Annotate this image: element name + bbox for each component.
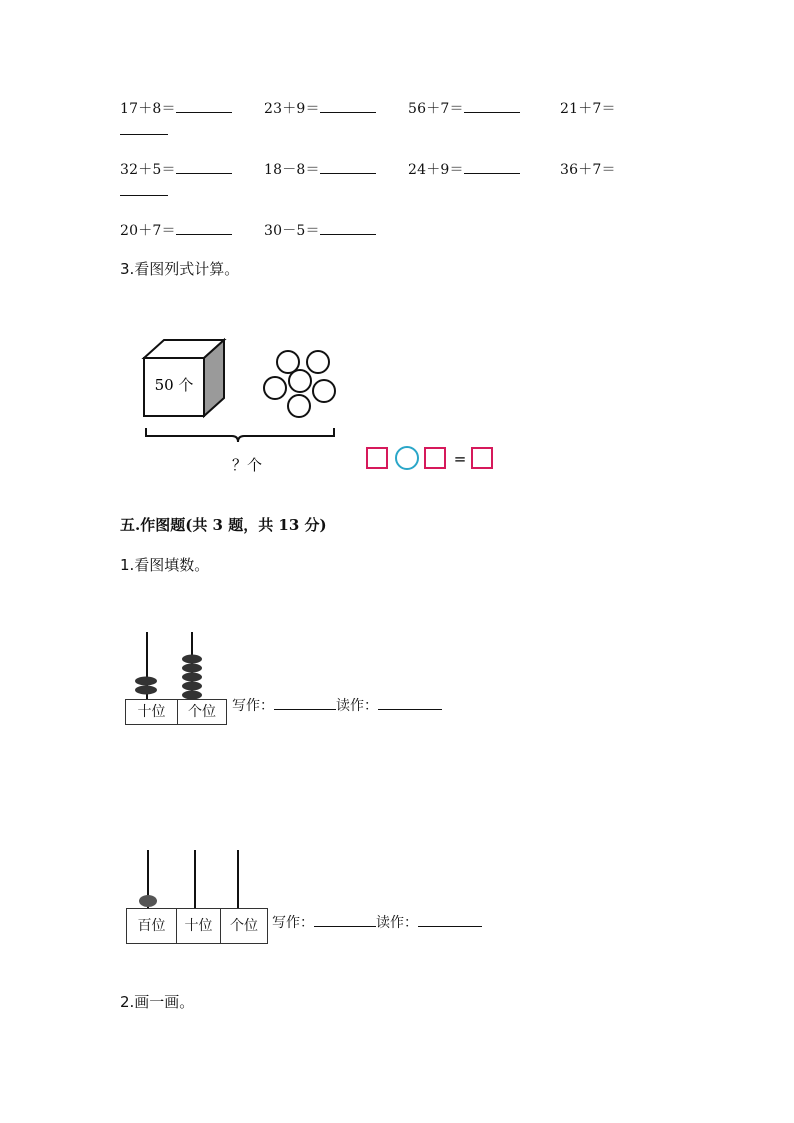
- equation: [120, 98, 232, 118]
- abacus-2-labels: [126, 908, 268, 944]
- answer-blank[interactable]: [176, 220, 232, 235]
- read-label: 读作：: [336, 698, 378, 714]
- equation-expr: 23＋9＝: [264, 101, 320, 117]
- equation: [408, 98, 520, 118]
- write-label: 写作：: [272, 915, 314, 931]
- equation-expr: 21＋7＝: [560, 101, 616, 117]
- answer-blank[interactable]: [320, 159, 376, 174]
- answer-blank[interactable]: [320, 220, 376, 235]
- operator-circle[interactable]: [396, 447, 418, 469]
- abacus-bead-hundreds: [139, 895, 157, 907]
- equation-expr: 32＋5＝: [120, 162, 176, 178]
- answer-blank[interactable]: [176, 98, 232, 113]
- answer-blank[interactable]: [120, 134, 168, 135]
- section-title: 五.作图题(共 3 题，共 13 分): [120, 516, 327, 534]
- abacus-1-labels: [125, 699, 227, 725]
- circle-icon: [313, 380, 335, 402]
- column-label-ones: 个位: [220, 909, 267, 943]
- abacus-beads-ones: [182, 655, 202, 700]
- equation-expr: 18－8＝: [264, 162, 320, 178]
- equation-expr: 30－5＝: [264, 223, 320, 239]
- column-label-hundreds: 百位: [137, 918, 166, 934]
- brace: [146, 428, 334, 442]
- answer-square[interactable]: [425, 448, 445, 468]
- write-blank[interactable]: [274, 695, 336, 710]
- equation: [560, 98, 616, 118]
- circle-icon: [307, 351, 329, 373]
- equation: [264, 98, 376, 118]
- question-1-title: 1.看图填数。: [120, 556, 210, 574]
- equation: [264, 159, 376, 179]
- equation: [408, 159, 520, 179]
- equation: [120, 220, 232, 240]
- answer-blank[interactable]: [464, 98, 520, 113]
- write-blank[interactable]: [314, 912, 376, 927]
- answer-square[interactable]: [472, 448, 492, 468]
- answer-blank[interactable]: [120, 195, 168, 196]
- circle-icon: [288, 395, 310, 417]
- equation-expr: 20＋7＝: [120, 223, 176, 239]
- circle-icon: [277, 351, 299, 373]
- abacus-2-answer-row: [272, 912, 482, 932]
- column-label-ones: 个位: [177, 700, 226, 724]
- abacus-1-answer-row: [232, 695, 442, 715]
- read-blank[interactable]: [378, 695, 442, 710]
- write-label: 写作：: [232, 698, 274, 714]
- equation: [120, 159, 232, 179]
- equation-expr: 56＋7＝: [408, 101, 464, 117]
- answer-blank[interactable]: [464, 159, 520, 174]
- read-blank[interactable]: [418, 912, 482, 927]
- brace-label: ？个: [231, 456, 263, 474]
- read-label: 读作：: [376, 915, 418, 931]
- equals-sign: =: [453, 450, 467, 468]
- answer-blank[interactable]: [320, 98, 376, 113]
- circle-icon: [289, 370, 311, 392]
- circles-group: [264, 351, 335, 417]
- equation-expr: 17＋8＝: [120, 101, 176, 117]
- column-label-tens: 十位: [176, 909, 220, 943]
- question-3-title: 3.看图列式计算。: [120, 260, 240, 278]
- equation: [560, 159, 616, 179]
- equation: [264, 220, 376, 240]
- abacus-beads-tens: [135, 677, 157, 695]
- column-label-tens: 十位: [137, 704, 166, 720]
- equation-expr: 24＋9＝: [408, 162, 464, 178]
- cube-label: 50 个: [154, 376, 194, 394]
- answer-square[interactable]: [367, 448, 387, 468]
- answer-blank[interactable]: [176, 159, 232, 174]
- q3-figure: [120, 330, 520, 480]
- question-2-title: 2.画一画。: [120, 993, 195, 1011]
- equation-expr: 36＋7＝: [560, 162, 616, 178]
- circle-icon: [264, 377, 286, 399]
